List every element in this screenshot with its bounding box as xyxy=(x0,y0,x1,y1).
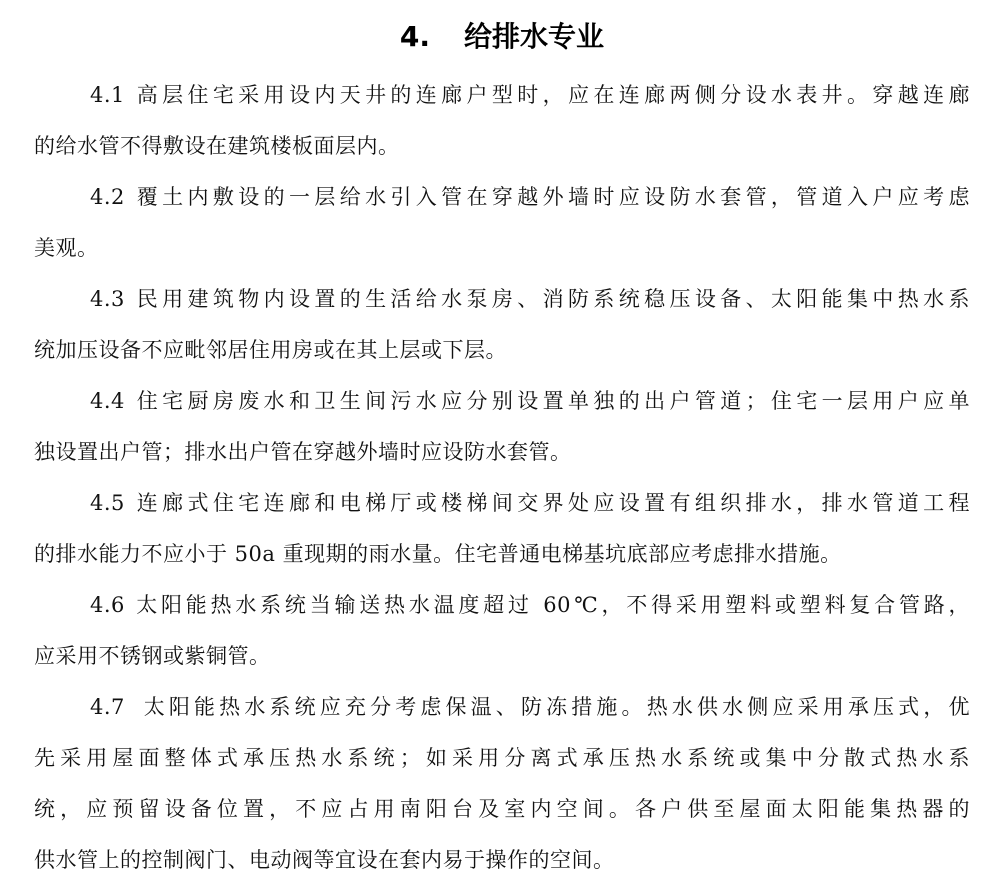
clause-paragraph xyxy=(34,682,970,886)
clause-first-line xyxy=(34,580,970,631)
clause-paragraph xyxy=(34,478,970,580)
clause-number: 4.6 xyxy=(90,593,125,617)
clause-paragraph xyxy=(34,580,970,682)
clause-first-line xyxy=(34,478,970,529)
clause-number: 4.7 xyxy=(90,695,125,719)
clause-number: 4.2 xyxy=(90,185,125,209)
clause-first-line xyxy=(34,274,970,325)
section-heading xyxy=(34,14,970,60)
clause-first-line xyxy=(34,682,970,733)
clause-line xyxy=(34,121,970,172)
clause-line xyxy=(34,631,970,682)
clause-text: 美观。 xyxy=(34,236,99,260)
clause-text: 民用建筑物内设置的生活给水泵房、消防系统稳压设备、太阳能集中热水系 xyxy=(132,287,970,311)
clause-text: 太阳能热水系统应充分考虑保温、防冻措施。热水供水侧应采用承压式，优 xyxy=(132,695,970,719)
clause-line xyxy=(34,835,970,886)
clause-paragraph xyxy=(34,172,970,274)
clause-text: 先采用屋面整体式承压热水系统；如采用分离式承压热水系统或集中分散式热水系 xyxy=(34,746,970,770)
clause-text: 统，应预留设备位置，不应占用南阳台及室内空间。各户供至屋面太阳能集热器的 xyxy=(34,797,970,821)
clause-number: 4.4 xyxy=(90,389,125,413)
clause-first-line xyxy=(34,70,970,121)
clause-number: 4.3 xyxy=(90,287,125,311)
clause-paragraph xyxy=(34,70,970,172)
section-number: 4. xyxy=(399,20,431,53)
clause-text: 的排水能力不应小于 50a 重现期的雨水量。住宅普通电梯基坑底部应考虑排水措施。 xyxy=(34,542,842,566)
clause-line xyxy=(34,325,970,376)
clause-first-line xyxy=(34,376,970,427)
clause-text: 连廊式住宅连廊和电梯厅或楼梯间交界处应设置有组织排水，排水管道工程 xyxy=(132,491,970,515)
clause-text: 应采用不锈钢或紫铜管。 xyxy=(34,644,271,668)
clause-paragraph xyxy=(34,376,970,478)
clause-line xyxy=(34,427,970,478)
clause-number: 4.5 xyxy=(90,491,125,515)
clause-text: 住宅厨房废水和卫生间污水应分别设置单独的出户管道；住宅一层用户应单 xyxy=(132,389,970,413)
clause-text: 高层住宅采用设内天井的连廊户型时，应在连廊两侧分设水表井。穿越连廊 xyxy=(132,83,970,107)
clause-text: 太阳能热水系统当输送热水温度超过 60℃，不得采用塑料或塑料复合管路， xyxy=(132,593,970,617)
paragraph-list xyxy=(34,70,970,886)
clause-text: 统加压设备不应毗邻居住用房或在其上层或下层。 xyxy=(34,338,507,362)
clause-text: 独设置出户管；排水出户管在穿越外墙时应设防水套管。 xyxy=(34,440,572,464)
clause-text: 的给水管不得敷设在建筑楼板面层内。 xyxy=(34,134,400,158)
clause-first-line xyxy=(34,172,970,223)
clause-number: 4.1 xyxy=(90,83,125,107)
clause-line xyxy=(34,223,970,274)
clause-text: 覆土内敷设的一层给水引入管在穿越外墙时应设防水套管，管道入户应考虑 xyxy=(132,185,970,209)
clause-paragraph xyxy=(34,274,970,376)
clause-text: 供水管上的控制阀门、电动阀等宜设在套内易于操作的空间。 xyxy=(34,848,615,872)
section-title: 给排水专业 xyxy=(464,20,605,53)
clause-line xyxy=(34,529,970,580)
clause-line xyxy=(34,733,970,784)
clause-line xyxy=(34,784,970,835)
